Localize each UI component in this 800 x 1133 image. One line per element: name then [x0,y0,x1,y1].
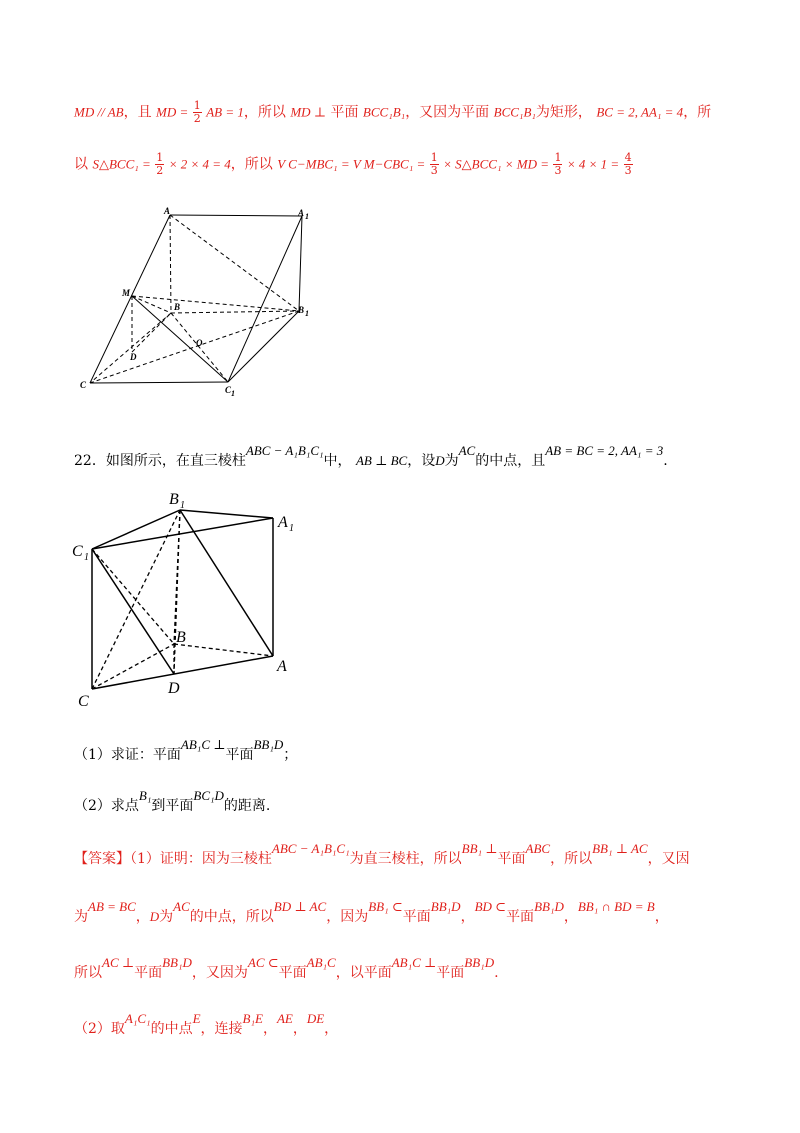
subquestion-2: （2）求点B₁到平面BC₁D的距离. [74,788,271,814]
label-D: D [168,680,180,697]
label-C: C [78,693,89,710]
label-A1-sub: 1 [305,212,309,221]
answer-line-3: 所以AC ⊥平面BB₁D，又因为AC ⊂平面AB₁C，以平面AB₁C ⊥平面BB₁D. [74,955,499,981]
label-B1-sub: 1 [305,309,309,318]
label-B1-sub: 1 [180,500,185,511]
fraction: $\frac{1}{2}$ [156,151,164,177]
answer-line-4: （2）取A₁C₁的中点E，连接B₁E，AE，DE， [74,1011,339,1037]
fraction: $\frac{1}{2}$ [193,99,201,125]
label-O: O [196,338,203,348]
label-M: M [122,288,131,298]
figure-2-prism [70,485,300,710]
label-C1-sub: 1 [231,389,235,398]
label-C1-sub: 1 [84,552,89,563]
question-22: 22．如图所示，在直三棱柱ABC − A₁B₁C₁中， AB ⊥ BC，设D为AC的中点，且AB = BC = 2, AA₁ = 3. [74,443,668,469]
label-B1: B [298,305,305,315]
label-B: B [174,302,181,312]
answer-line-1: 【答案】（1）证明：因为三棱柱ABC − A₁B₁C₁为直三棱柱，所以BB₁ ⊥平面ABC，所以BB₁ ⊥ AC，又因 [74,841,690,867]
label-C1: C [225,385,232,395]
label-C1: C [72,543,83,560]
label-B: B [176,629,186,646]
label-A1: A [278,514,288,531]
fraction: $\frac{1}{3}$ [430,151,438,177]
label-C: C [80,380,87,390]
solution-prev-line-1: MD // AB，且 MD = $\frac{1}{2}$ AB = 1，所以 MD ⊥ 平面 BCC₁B₁，又因为平面 BCC₁B₁为矩形， BC = 2, AA₁ = 4，所 [74,99,712,125]
figure-1-prism [70,200,330,410]
label-B1: B [169,491,179,508]
label-D: D [130,352,137,362]
math: MD // AB [74,104,124,120]
answer-tag: 【答案】 [74,851,130,867]
solution-prev-line-2: 以 S△BCC₁ = $\frac{1}{2}$ × 2 × 4 = 4，所以 V C−MBC₁ = V M−CBC₁ = $\frac{1}{3}$ × S△BCC₁ × MD = $\frac{1}{3}$ × 4 × 1 = $\frac{4}{3}$ [74,151,632,177]
label-A1-sub: 1 [289,523,294,534]
label-A: A [164,206,171,216]
answer-line-2: 为AB = BC，D为AC的中点，所以BD ⊥ AC，因为BB₁ ⊂平面BB₁D，BD ⊂平面BB₁D，BB₁ ∩ BD = B， [74,899,669,925]
label-A: A [277,658,287,675]
label-A1: A [298,208,305,218]
subquestion-1: （1）求证：平面AB₁C ⊥平面BB₁D； [74,737,298,763]
fraction: $\frac{4}{3}$ [624,151,632,177]
fraction: $\frac{1}{3}$ [554,151,562,177]
